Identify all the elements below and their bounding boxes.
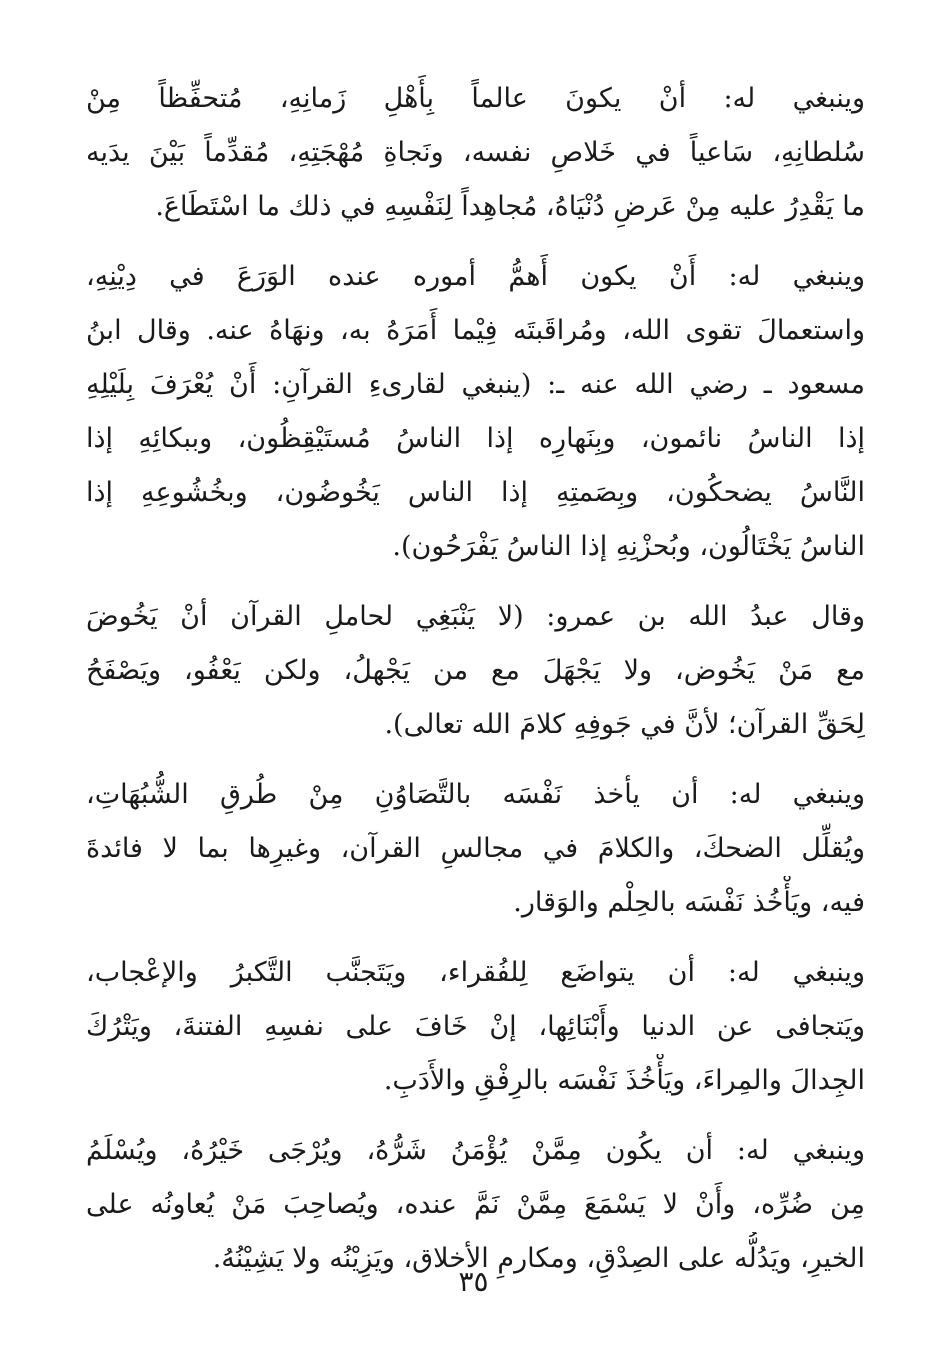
- paragraph-5: [86, 946, 865, 1108]
- text-line: فيه، ويَأْخُذ نَفْسَه بالحِلْم والوَقار.: [513, 887, 865, 918]
- text-line: وينبغي له: أن يكُون مِمَّنْ يُؤْمَنُ شَرُّهُ، ويُرْجَى خَيْرُهُ، ويُسْلَمُ: [86, 1135, 865, 1166]
- text-line: ويُقلِّل الضحكَ، والكلامَ في مجالسِ القرآن، وغيرِها بما لا فائدةَ: [86, 833, 865, 864]
- text-line: النَّاسُ يضحكُون، وبِصَمتِهِ إذا الناس يَخُوضُون، وبخُشُوعِهِ إذا: [86, 477, 865, 508]
- paragraph-2: [86, 250, 865, 574]
- text-line: وينبغي له: أَنْ يكون أَهمُّ أموره عنده الوَرَعَ في دِيْنِهِ،: [86, 261, 865, 292]
- text-line: واستعمالَ تقوى الله، ومُراقَبتَه فِيْما أَمَرَهُ به، ونهَاهُ عنه. وقال ابنُ: [86, 315, 865, 346]
- text-line: الخيرِ، ويَدُلُّه على الصِدْقِ، ومكارمِ الأخلاق، ويَزِيْنُه ولا يَشِيْنُهُ.: [212, 1243, 865, 1274]
- text-line: مِن ضُرِّه، وأَنْ لا يَسْمَعَ مِمَّنْ نَمَّ عنده، ويُصاحِبَ مَنْ يُعاونُه على: [86, 1189, 865, 1220]
- text-line: وينبغي له: أن يأخذ نَفْسَه بالتَّصَاوُنِ مِنْ طُرقِ الشُّبُهَاتِ،: [86, 779, 865, 810]
- paragraph-1: [86, 72, 865, 234]
- text-line: الناسُ يَخْتَالُون، وبُحزْنِهِ إذا الناسُ يَفْرَحُون).: [392, 531, 865, 562]
- text-line: وينبغي له: أن يتواضَع لِلفُقراء، ويَتَجنَّب التَّكبرُ والإعْجاب،: [86, 957, 865, 988]
- text-line: وقال عبدُ الله بن عمرو: (لا يَنْبَغِي لحاملِ القرآن أنْ يَخُوضَ: [86, 601, 865, 632]
- text-line: مسعود ـ رضي الله عنه ـ: (ينبغي لقارىءِ القرآنِ: أَنْ يُعْرَفَ بِلَيْلِهِ: [86, 369, 865, 400]
- page-number: ٣٥: [458, 1265, 489, 1298]
- paragraph-3: [86, 590, 865, 752]
- text-line: ما يَقْدِرُ عليه مِنْ عَرضِ دُنْيَاهُ، مُجاهِداً لِنَفْسِهِ في ذلك ما اسْتَطَاعَ.: [155, 191, 865, 222]
- text-line: وينبغي له: أنْ يكونَ عالماً بِأَهْلِ زَمانِهِ، مُتحفِّظاً مِنْ: [86, 83, 865, 114]
- paragraph-4: [86, 768, 865, 930]
- text-line: لِحَقِّ القرآن؛ لأنَّ في جَوفِهِ كلامَ الله تعالى).: [384, 709, 865, 740]
- text-line: سُلطانِهِ، سَاعياً في خَلاصِ نفسه، ونَجاةِ مُهْجَتِهِ، مُقدِّماً بَيْنَ يدَيه: [86, 137, 865, 168]
- text-line: الجِدالَ والمِراءَ، ويَأْخُذَ نَفْسَه بالرِفْقِ والأَدَبِ.: [383, 1065, 865, 1096]
- text-line: ويَتجافى عن الدنيا وأَبْنَائِها، إنْ خَافَ على نفسِهِ الفتنةَ، ويَتْرُكَ: [86, 1011, 865, 1042]
- text-line: مع مَنْ يَخُوض، ولا يَجْهَلَ مع من يَجْهلُ، ولكن يَعْفُو، ويَصْفَحُ: [86, 655, 865, 686]
- text-line: إذا الناسُ نائمون، وبِنَهارِه إذا الناسُ مُستَيْقِظُون، وببكائِهِ إذا: [86, 423, 865, 454]
